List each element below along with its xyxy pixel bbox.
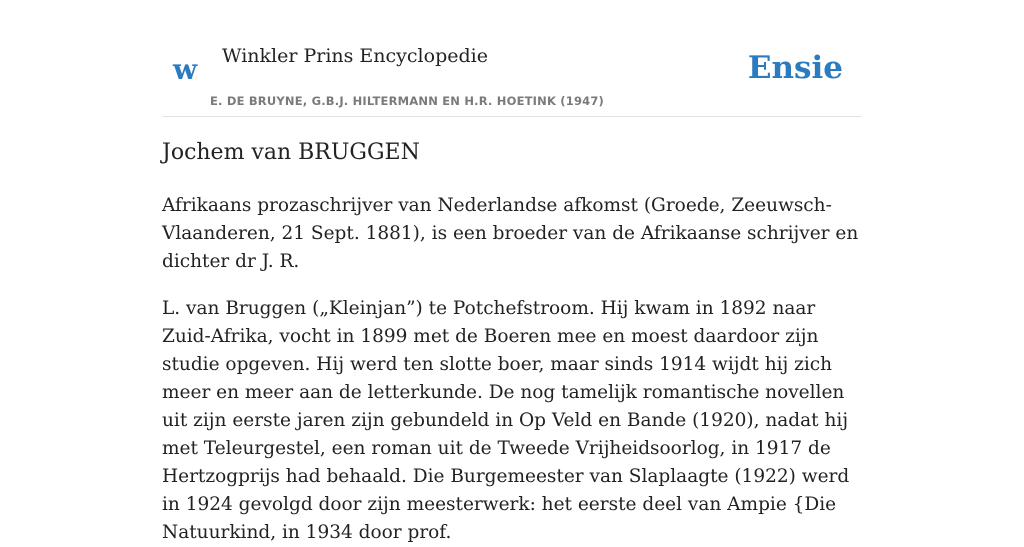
book-authors: E. DE BRUYNE, G.B.J. HILTERMANN EN H.R. HOETINK (1947) xyxy=(210,94,605,108)
article-paragraph: Afrikaans prozaschrijver van Nederlandse afkomst (Groede, Zeeuwsch-Vlaanderen, 21 Sept. 1881), is een broeder van de Afrikaanse schrijver en dichter dr J. R. xyxy=(162,195,859,272)
article-title: Jochem van BRUGGEN xyxy=(162,140,420,165)
article-paragraph: L. van Bruggen („Kleinjan”) te Potchefstroom. Hij kwam in 1892 naar Zuid-Afrika, vocht in 1899 met de Boeren mee en moest daardoor zijn studie opgeven. Hij werd ten slotte boer, maar sinds 1914 wijdt hij zich meer en meer aan de letterkunde. De nog tamelijk romantische novellen uit zijn eerste jaren zijn gebundeld in Op Veld en Bande (1920), nadat hij met Teleurgestel, een roman uit de Tweede Vrijheidsoorlog, in 1917 de Hertzogprijs had behaald. Die Burgemeester van Slaplaagte (1922) werd in 1924 gevolgd door zijn meesterwerk: het eerste deel van Ampie {Die Natuurkind, in 1934 door prof. xyxy=(162,298,850,543)
ensie-logo[interactable]: Ensie xyxy=(747,50,843,86)
header xyxy=(162,0,862,117)
winkler-prins-logo[interactable]: w xyxy=(173,53,198,86)
book-title-link[interactable]: Winkler Prins Encyclopedie xyxy=(222,45,488,67)
